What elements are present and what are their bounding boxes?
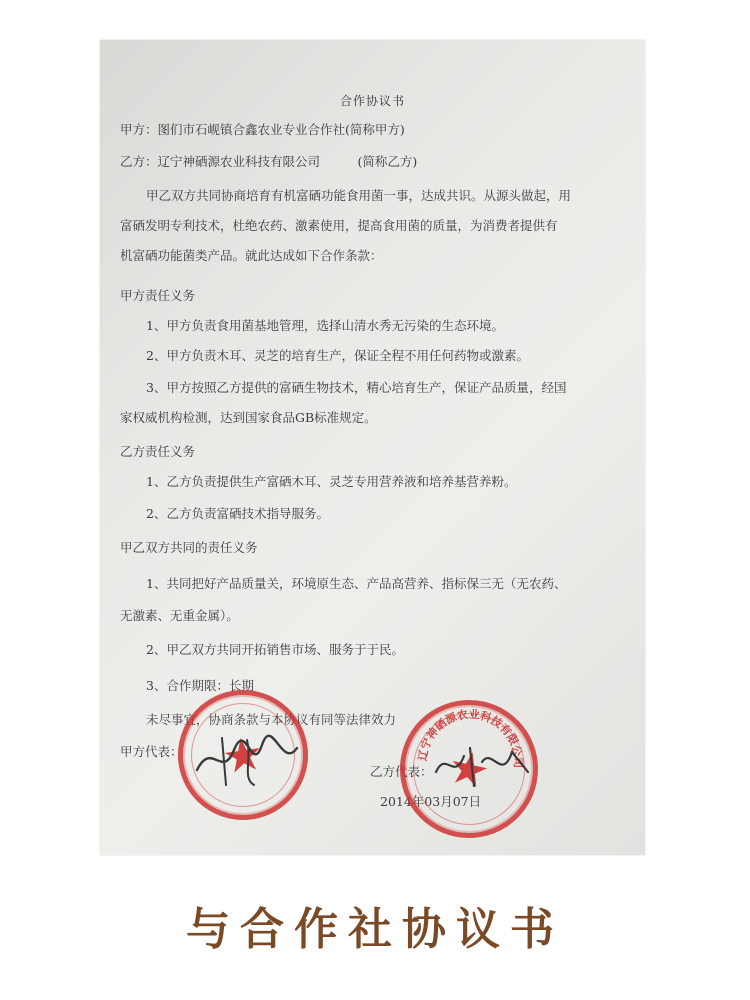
- date-line: 2014年03月07日: [380, 794, 482, 809]
- party-b-signature: [432, 742, 532, 792]
- section-a-item-1: 1、甲方负责食用菌基地管理，选择山清水秀无污染的生态环境。: [146, 318, 504, 333]
- section-c-item-3: 3、合作期限：长期: [146, 678, 254, 693]
- section-c-item-1: 1、共同把好产品质量关，环境原生态、产品高营养、指标保三无（无农药、: [146, 576, 567, 591]
- party-a-line: 甲方：图们市石岘镇合鑫农业专业合作社(简称甲方): [120, 122, 405, 137]
- document-photo: [100, 40, 645, 855]
- rep-a-label: 甲方代表：: [120, 744, 183, 759]
- seal-star-icon: ★: [443, 738, 495, 800]
- svg-text:辽宁神硒源农业科技有限公司: 辽宁神硒源农业科技有限公司: [416, 707, 525, 769]
- rep-b-label: 乙方代表：: [370, 764, 433, 779]
- section-c-item-2: 2、甲乙双方共同开拓销售市场、服务于于民。: [146, 642, 404, 657]
- intro-line-2: 富硒发明专利技术，杜绝农药、激素使用，提高食用菌的质量，为消费者提供有: [120, 218, 558, 233]
- party-b-line: 乙方：辽宁神硒源农业科技有限公司 (简称乙方): [120, 154, 418, 169]
- seal-star-icon: ★: [218, 725, 268, 785]
- section-b-title: 乙方责任义务: [120, 444, 196, 459]
- intro-line-1: 甲乙双方共同协商培育有机富硒功能食用菌一事，达成共识。从源头做起，用: [146, 188, 572, 203]
- document-title: 合作协议书: [339, 94, 405, 108]
- section-c-item-1-cont: 无激素、无重金属）。: [120, 608, 239, 623]
- section-a-item-2: 2、甲方负责木耳、灵芝的培育生产，保证全程不用任何药物或激素。: [146, 348, 529, 363]
- section-a-item-3: 3、甲方按照乙方提供的富硒生物技术，精心培育生产，保证产品质量，经国: [146, 380, 567, 395]
- section-b-item-1: 1、乙方负责提供生产富硒木耳、灵芝专用营养液和培养基营养粉。: [146, 474, 517, 489]
- section-b-item-2: 2、乙方负责富硒技术指导服务。: [146, 506, 329, 521]
- intro-line-3: 机富硒功能菌类产品。就此达成如下合作条款：: [120, 248, 383, 263]
- section-c-title: 甲乙双方共同的责任义务: [120, 540, 258, 555]
- party-a-signature: [192, 725, 302, 790]
- section-a-title: 甲方责任义务: [120, 288, 196, 303]
- section-a-item-3-cont: 家权威机构检测，达到国家食品GB标准规定。: [120, 410, 377, 425]
- closing-line: 未尽事宜，协商条款与本协议有同等法律效力: [146, 712, 397, 727]
- page-caption: 与合作社协议书: [186, 904, 564, 955]
